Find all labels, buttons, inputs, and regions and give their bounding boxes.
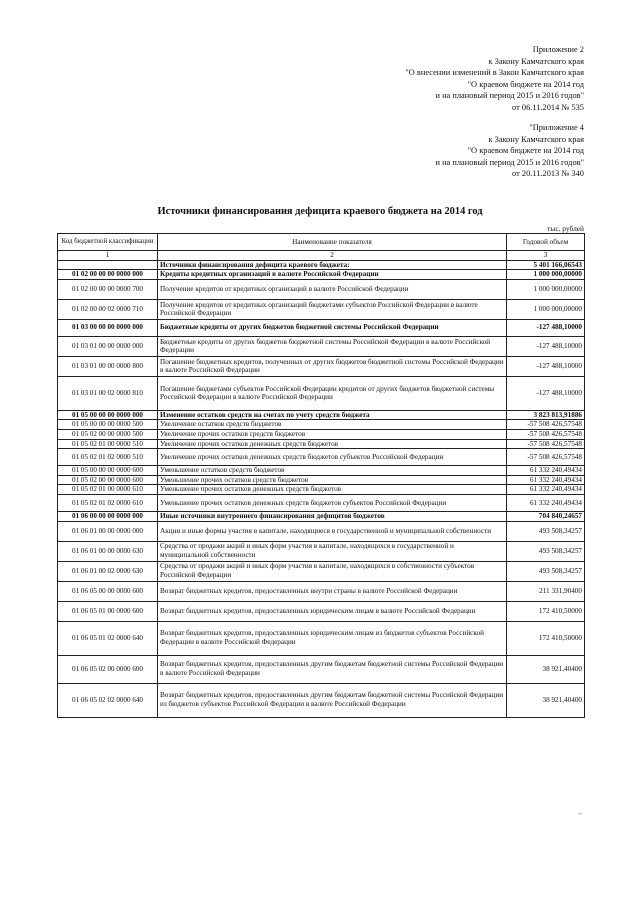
code-cell: 01 03 00 00 00 0000 000: [58, 319, 158, 336]
value-cell: -57 508 426,57548: [507, 449, 585, 466]
value-cell: 1 000 000,00000: [507, 279, 585, 299]
name-cell: Увеличение прочих остатков денежных средств бюджетов субъектов Российской Федерации: [158, 449, 507, 466]
name-cell: Возврат бюджетных кредитов, предоставленных внутри страны в валюте Российской Федерации: [158, 581, 507, 601]
name-cell: Средства от продажи акций и иных форм участия в капитале, находящихся в государственной и муниципальной собственности: [158, 541, 507, 561]
name-cell: Изменение остатков средств на счетах по учету средств бюджета: [158, 410, 507, 420]
sources-table: [57, 233, 585, 718]
name-cell: Увеличение остатков средств бюджетов: [158, 420, 507, 430]
table-row: [58, 429, 585, 439]
header-line: "О краевом бюджете на 2014 год: [467, 146, 584, 156]
table-row: [58, 655, 585, 683]
code-cell: 01 06 05 02 00 0000 600: [58, 655, 158, 683]
name-cell: Источники финансирования дефицита краевого бюджета:: [158, 260, 507, 270]
table-row: [58, 270, 585, 280]
name-cell: Погашение бюджетных кредитов, полученных от других бюджетов бюджетной системы Российской Федерации в валюте Российской Федерации: [158, 356, 507, 376]
code-cell: 01 05 02 00 00 0000 600: [58, 475, 158, 485]
column-number: 3: [507, 251, 585, 261]
table-row: [58, 439, 585, 449]
value-cell: -127 488,10000: [507, 376, 585, 410]
units-label: тыс. рублей: [547, 224, 584, 233]
value-cell: 3 823 813,91886: [507, 410, 585, 420]
header-line: и на плановый период 2015 и 2016 годов": [435, 91, 584, 101]
code-cell: 01 05 02 01 02 0000 510: [58, 449, 158, 466]
name-cell: Средства от продажи акций и иных форм участия в капитале, находящихся в собственности субъектов Российской Федерации: [158, 561, 507, 581]
value-cell: 61 332 240,49434: [507, 485, 585, 495]
code-cell: 01 02 00 00 02 0000 710: [58, 299, 158, 319]
name-cell: Кредиты кредитных организаций в валюте Российской Федерации: [158, 270, 507, 280]
value-cell: 211 331,90400: [507, 581, 585, 601]
name-cell: Уменьшение остатков средств бюджетов: [158, 466, 507, 476]
name-cell: Получение кредитов от кредитных организаций в валюте Российской Федерации: [158, 279, 507, 299]
table-row: [58, 299, 585, 319]
name-cell: Возврат бюджетных кредитов, предоставленных другим бюджетам бюджетной системы Российской Федерации из бюджетов субъектов Российской Федерации в валюте Российской Федерации: [158, 683, 507, 717]
value-cell: 5 401 166,06543: [507, 260, 585, 270]
value-cell: -127 488,10000: [507, 336, 585, 356]
code-cell: 01 06 01 00 00 0000 630: [58, 541, 158, 561]
table-row: [58, 466, 585, 476]
table-row: [58, 521, 585, 541]
name-cell: Возврат бюджетных кредитов, предоставленных юридическим лицам в валюте Российской Федерации: [158, 601, 507, 621]
value-cell: 493 508,34257: [507, 521, 585, 541]
code-cell: 01 03 01 00 00 0000 000: [58, 336, 158, 356]
table-row: [58, 475, 585, 485]
value-cell: 172 410,50000: [507, 601, 585, 621]
name-cell: Погашение бюджетами субъектов Российской Федерации кредитов от других бюджетов бюджетной системы Российской Федерации в валюте Российской Федерации: [158, 376, 507, 410]
value-cell: -57 508 426,57548: [507, 420, 585, 430]
code-cell: 01 03 01 00 02 0000 810: [58, 376, 158, 410]
column-header-name: Наименование показателя: [158, 234, 507, 251]
table-row: [58, 561, 585, 581]
column-number: 2: [158, 251, 507, 261]
code-cell: 01 06 00 00 00 0000 000: [58, 511, 158, 521]
table-row: [58, 621, 585, 655]
table-row: [58, 601, 585, 621]
value-cell: -57 508 426,57548: [507, 439, 585, 449]
name-cell: Бюджетные кредиты от других бюджетов бюджетной системы Российской Федерации в валюте Российской Федерации: [158, 336, 507, 356]
code-cell: 01 05 02 01 02 0000 610: [58, 494, 158, 511]
value-cell: 172 410,50000: [507, 621, 585, 655]
code-cell: 01 06 05 01 02 0000 640: [58, 621, 158, 655]
table-row: [58, 279, 585, 299]
column-number: 1: [58, 251, 158, 261]
name-cell: Увеличение прочих остатков средств бюджетов: [158, 429, 507, 439]
appendix-header: [405, 44, 584, 114]
document-title: Источники финансирования дефицита краевого бюджета на 2014 год: [157, 206, 483, 217]
code-cell: 01 03 01 00 00 0000 800: [58, 356, 158, 376]
value-cell: 38 921,40400: [507, 683, 585, 717]
table-row: [58, 319, 585, 336]
page-mark: ~: [578, 812, 582, 818]
value-cell: 493 508,34257: [507, 561, 585, 581]
column-number-row: [58, 251, 585, 261]
name-cell: Возврат бюджетных кредитов, предоставленных другим бюджетам бюджетной системы Российской Федерации в валюте Российской Федерации: [158, 655, 507, 683]
code-cell: 01 06 05 00 00 0000 600: [58, 581, 158, 601]
name-cell: Увеличение прочих остатков денежных средств бюджетов: [158, 439, 507, 449]
header-line: и на плановый период 2015 и 2016 годов": [435, 157, 584, 167]
header-line: "О краевом бюджете на 2014 год: [467, 79, 584, 89]
header-line: "Приложение 4: [529, 123, 584, 132]
code-cell: 01 02 00 00 00 0000 700: [58, 279, 158, 299]
code-cell: 01 06 05 02 02 0000 640: [58, 683, 158, 717]
name-cell: Бюджетные кредиты от других бюджетов бюджетной системы Российской Федерации: [158, 319, 507, 336]
code-cell: 01 05 00 00 00 0000 500: [58, 420, 158, 430]
table-row: [58, 683, 585, 717]
code-cell: 01 06 01 00 02 0000 630: [58, 561, 158, 581]
table-row: [58, 485, 585, 495]
code-cell: 01 02 00 00 00 0000 000: [58, 270, 158, 280]
table-row: [58, 260, 585, 270]
code-cell: 01 05 00 00 00 0000 600: [58, 466, 158, 476]
name-cell: Иные источники внутреннего финансирования дефицитов бюджетов: [158, 511, 507, 521]
sources-table-body: [58, 234, 585, 718]
value-cell: -127 488,10000: [507, 356, 585, 376]
value-cell: 704 840,24657: [507, 511, 585, 521]
header-line: Приложение 2: [532, 45, 584, 54]
value-cell: 61 332 240,49434: [507, 475, 585, 485]
table-row: [58, 420, 585, 430]
table-row: [58, 494, 585, 511]
column-header-value: Годовой объем: [507, 234, 585, 251]
code-cell: 01 06 05 01 00 0000 600: [58, 601, 158, 621]
value-cell: -57 508 426,57548: [507, 429, 585, 439]
table-row: [58, 449, 585, 466]
value-cell: 493 508,34257: [507, 541, 585, 561]
code-cell: 01 05 02 00 00 0000 500: [58, 429, 158, 439]
original-appendix-header: [436, 122, 585, 180]
value-cell: 1 000 000,00000: [507, 270, 585, 280]
name-cell: Акции и иные формы участия в капитале, находящиеся в государственной и муниципальной собственности: [158, 521, 507, 541]
name-cell: Уменьшение прочих остатков средств бюджетов: [158, 475, 507, 485]
header-line: "О внесении изменений в Закон Камчатского края: [405, 68, 584, 78]
value-cell: 1 000 000,00000: [507, 299, 585, 319]
table-row: [58, 336, 585, 356]
header-line: от 20.11.2013 № 340: [512, 169, 584, 179]
name-cell: Возврат бюджетных кредитов, предоставленных юридическим лицам из бюджетов субъектов Российской Федерации в валюте Российской Федерации: [158, 621, 507, 655]
table-row: [58, 511, 585, 521]
name-cell: Уменьшение прочих остатков денежных средств бюджетов: [158, 485, 507, 495]
table-header-row: [58, 234, 585, 251]
value-cell: 61 332 240,49434: [507, 466, 585, 476]
table-row: [58, 581, 585, 601]
code-cell: [58, 260, 158, 270]
name-cell: Получение кредитов от кредитных организаций бюджетами субъектов Российской Федерации в валюте Российской Федерации: [158, 299, 507, 319]
code-cell: 01 05 02 01 00 0000 610: [58, 485, 158, 495]
code-cell: 01 05 00 00 00 0000 000: [58, 410, 158, 420]
value-cell: 38 921,40400: [507, 655, 585, 683]
header-line: к Закону Камчатского края: [488, 56, 584, 66]
table-row: [58, 376, 585, 410]
code-cell: 01 06 01 00 00 0000 000: [58, 521, 158, 541]
table-row: [58, 541, 585, 561]
value-cell: -127 488,10000: [507, 319, 585, 336]
header-line: от 06.11.2014 № 535: [512, 102, 584, 112]
column-header-code: Код бюджетной классификации: [58, 234, 158, 251]
table-row: [58, 356, 585, 376]
table-row: [58, 410, 585, 420]
code-cell: 01 05 02 01 00 0000 510: [58, 439, 158, 449]
header-line: к Закону Камчатского края: [488, 134, 584, 144]
value-cell: 61 332 240,49434: [507, 494, 585, 511]
name-cell: Уменьшение прочих остатков денежных средств бюджетов субъектов Российской Федерации: [158, 494, 507, 511]
